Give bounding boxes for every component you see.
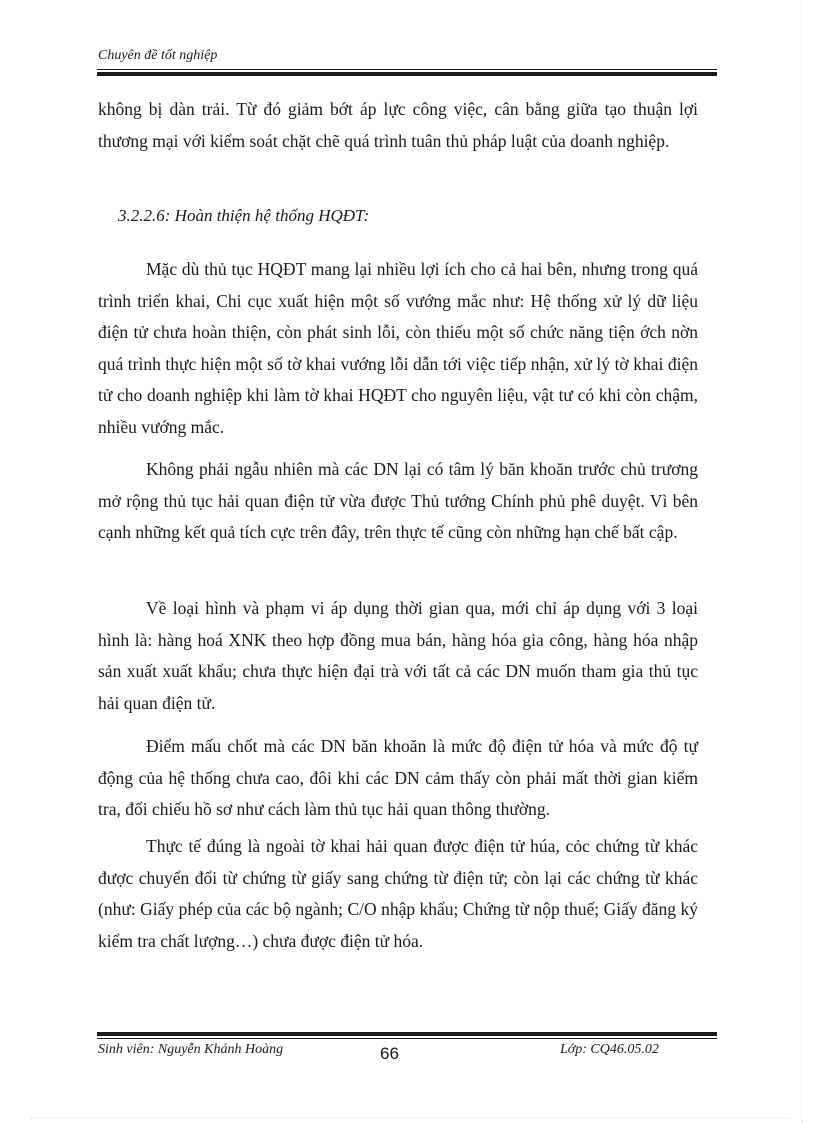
footer-rule-thick	[97, 1032, 717, 1036]
paragraph-4: Điểm mấu chốt mà các DN băn khoăn là mức độ điện tử hóa và mức độ tự động của hệ thống chưa cao, đôi khi các DN cảm thấy còn phải mất thời gian kiểm tra, đối chiếu hồ sơ như cách làm thủ tục hải quan thông thường.	[98, 736, 698, 819]
page-edge-dotted-right	[801, 0, 802, 1123]
paragraph-5: Thực tế đúng là ngoài tờ khai hải quan được điện tử húa, cỏc chứng từ khác được chuyển đổi từ chứng từ giấy sang chứng từ điện tử; còn lại các chứng từ khác (như: Giấy phép của các bộ ngành; C/O nhập khẩu; Chứng từ nộp thuế; Giấy đăng ký kiểm tra chất lượng…) chưa được điện tử hóa.	[98, 836, 698, 951]
paragraph-3: Về loại hình và phạm vi áp dụng thời gian qua, mới chỉ áp dụng với 3 loại hình là: hàng hoá XNK theo hợp đồng mua bán, hàng hóa gia công, hàng hóa nhập sản xuất xuất khẩu; chưa thực hiện đại trà với tất cả các DN muốn tham gia thủ tục hải quan điện tử.	[98, 598, 698, 713]
paragraph-1: Mặc dù thủ tục HQĐT mang lại nhiều lợi ích cho cả hai bên, nhưng trong quá trình triển khai, Chi cục xuất hiện một số vướng mắc như: Hệ thống xử lý dữ liệu điện tử chưa hoàn thiện, còn phát sinh lỗi, còn thiếu một số chức năng tiện ớch nờn quá trình thực hiện một số tờ khai vướng lỗi dẫn tới việc tiếp nhận, xử lý tờ khai điện tử cho doanh nghiệp khi làm tờ khai HQĐT cho nguyên liệu, vật tư có khi còn chậm, nhiều vướng mắc.	[98, 259, 698, 437]
page-number: 66	[380, 1044, 399, 1063]
paragraph-continuation: không bị dàn trải. Từ đó giảm bớt áp lực công việc, cân bằng giữa tạo thuận lợi thương mại với kiểm soát chặt chẽ quá trình tuân thủ pháp luật của doanh nghiệp.	[98, 99, 698, 151]
header-rule-thin	[97, 69, 717, 70]
page-edge-dotted-bottom	[30, 1118, 790, 1119]
header-rule-thick	[97, 72, 717, 76]
paragraph-2: Không phải ngẫu nhiên mà các DN lại có tâm lý băn khoăn trước chủ trương mở rộng thủ tục hải quan điện tử vừa được Thủ tướng Chính phủ phê duyệt. Vì bên cạnh những kết quả tích cực trên đây, trên thực tế cũng còn những hạn chế bất cập.	[98, 459, 698, 542]
footer-class: Lớp: CQ46.05.02	[560, 1042, 659, 1057]
running-header-title: Chuyên đề tốt nghiệp	[98, 48, 218, 63]
footer-student-name: Sinh viên: Nguyễn Khánh Hoàng	[98, 1042, 284, 1057]
footer-rule-thin	[97, 1038, 717, 1039]
section-heading: 3.2.2.6: Hoàn thiện hệ thống HQĐT:	[118, 206, 370, 225]
